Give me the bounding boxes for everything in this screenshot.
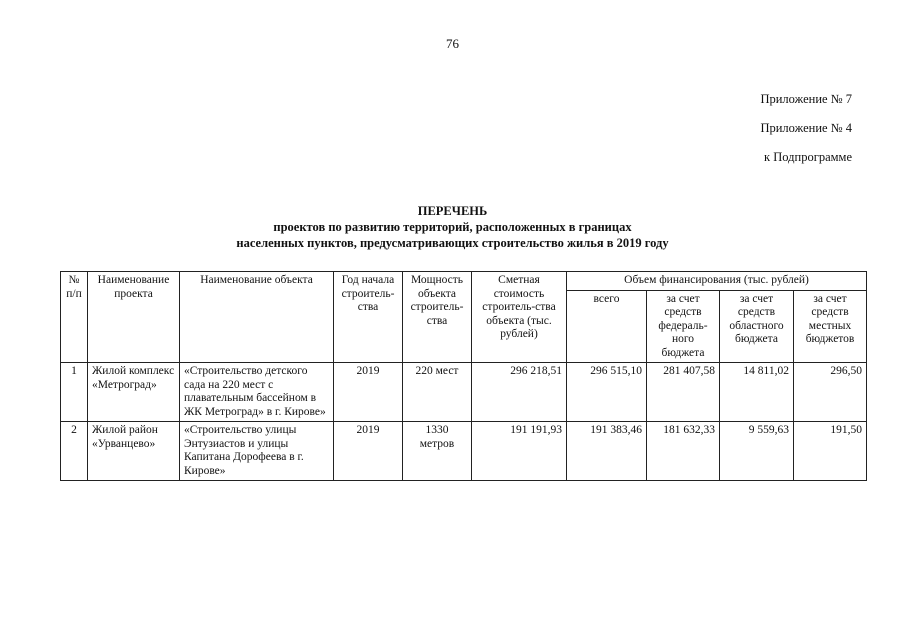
row-project: Жилой район «Урванцево» <box>88 422 180 481</box>
table-row <box>61 363 867 422</box>
appendix-line-1: Приложение № 7 <box>760 92 852 106</box>
appendix-line-2: Приложение № 4 <box>760 121 852 135</box>
header-funding: Объем финансирования (тыс. рублей) <box>567 272 867 291</box>
row-federal: 281 407,58 <box>647 363 720 422</box>
row-object: «Строительство детского сада на 220 мест с плавательным бассейном в ЖК Метроград» в г. Кирове» <box>180 363 334 422</box>
document-heading <box>0 203 905 251</box>
row-total: 296 515,10 <box>567 363 647 422</box>
row-regional: 14 811,02 <box>720 363 794 422</box>
heading-line-3: населенных пунктов, предусматривающих строительство жилья в 2019 году <box>236 236 669 250</box>
row-cost: 296 218,51 <box>472 363 567 422</box>
header-federal: за счет средств федераль-ного бюджета <box>647 290 720 363</box>
heading-title: ПЕРЕЧЕНЬ <box>417 204 488 218</box>
header-object: Наименование объекта <box>180 272 334 363</box>
header-row-1 <box>61 272 867 291</box>
row-regional: 9 559,63 <box>720 422 794 481</box>
row-local: 296,50 <box>794 363 867 422</box>
row-num: 1 <box>61 363 88 422</box>
header-year: Год начала строитель-ства <box>334 272 403 363</box>
header-local: за счет средств местных бюджетов <box>794 290 867 363</box>
table-row <box>61 422 867 481</box>
row-year: 2019 <box>334 363 403 422</box>
row-year: 2019 <box>334 422 403 481</box>
page-number: 76 <box>446 36 459 51</box>
row-cost: 191 191,93 <box>472 422 567 481</box>
header-num: № п/п <box>61 272 88 363</box>
header-total: всего <box>567 290 647 363</box>
header-project: Наименование проекта <box>88 272 180 363</box>
row-total: 191 383,46 <box>567 422 647 481</box>
header-capacity: Мощность объекта строитель-ства <box>403 272 472 363</box>
row-object: «Строительство улицы Энтузиастов и улицы Капитана Дорофеева в г. Кирове» <box>180 422 334 481</box>
row-federal: 181 632,33 <box>647 422 720 481</box>
header-cost: Сметная стоимость строитель-ства объекта (тыс. рублей) <box>472 272 567 363</box>
appendix-line-3: к Подпрограмме <box>764 150 852 164</box>
row-project: Жилой комплекс «Метроград» <box>88 363 180 422</box>
heading-line-2: проектов по развитию территорий, расположенных в границах <box>273 220 632 234</box>
row-capacity: 220 мест <box>403 363 472 422</box>
header-regional: за счет средств областного бюджета <box>720 290 794 363</box>
row-capacity: 1330 метров <box>403 422 472 481</box>
projects-table <box>60 271 867 481</box>
row-num: 2 <box>61 422 88 481</box>
row-local: 191,50 <box>794 422 867 481</box>
